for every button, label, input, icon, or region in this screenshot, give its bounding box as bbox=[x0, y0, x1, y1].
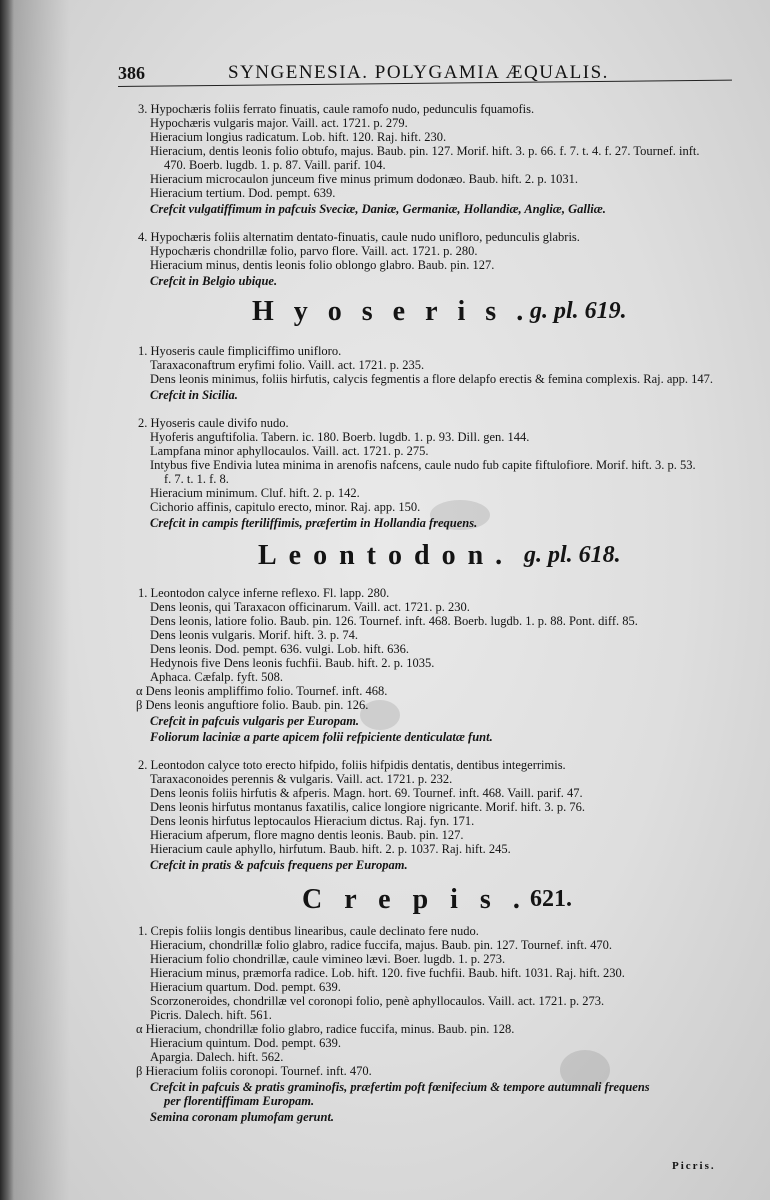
text-line: 4. Hypochæris foliis alternatim dentato-finuatis, caule nudo unifloro, pedunculis glabris. bbox=[138, 230, 580, 244]
text-line: Dens leonis vulgaris. Morif. hift. 3. p. 74. bbox=[150, 628, 358, 642]
text-line: 1. Leontodon calyce inferne reflexo. Fl. lapp. 280. bbox=[138, 586, 390, 600]
text-line: Crefcit in pafcuis & pratis graminofis, præfertim poft fœnifecium & tempore autumnali frequens bbox=[150, 1080, 650, 1094]
text-line: Crefcit in pratis & pafcuis frequens per Europam. bbox=[150, 858, 408, 872]
text-line: Apargia. Dalech. hift. 562. bbox=[150, 1050, 284, 1064]
text-line: β Dens leonis anguftiore folio. Baub. pin. 126. bbox=[136, 698, 369, 712]
text-line: Dens leonis minimus, foliis hirfutis, calycis fegmentis a flore delapfo erectis & femina complexis. Raj. app. 147. bbox=[150, 372, 714, 386]
text-line: Taraxaconoides perennis & vulgaris. Vaill. act. 1721. p. 232. bbox=[150, 772, 453, 786]
text-line: 1. Hyoseris caule fimpliciffimo unifloro. bbox=[138, 344, 342, 358]
text-line: 470. Boerb. lugdb. 1. p. 87. Vaill. parif. 104. bbox=[164, 158, 386, 172]
text-line: Scorzoneroides, chondrillæ vel coronopi folio, penè aphyllocaulos. Vaill. act. 1721. p. 273. bbox=[150, 994, 605, 1008]
text-line: Hieracium caule aphyllo, hirfutum. Baub. hift. 2. p. 1037. Raj. hift. 245. bbox=[150, 842, 511, 856]
text-line: Hieracium longius radicatum. Lob. hift. 120. Raj. hift. 230. bbox=[150, 130, 447, 144]
text-line: Hieracium, chondrillæ folio glabro, radice fuccifa, majus. Baub. pin. 127. Tournef. inft. 470. bbox=[150, 938, 612, 952]
text-line: Crefcit in Sicilia. bbox=[150, 388, 238, 402]
text-line: f. 7. t. 1. f. 8. bbox=[164, 472, 229, 486]
text-line: Hieracium, dentis leonis folio obtufo, majus. Baub. pin. 127. Morif. hift. 3. p. 66. f. 7. t. 4. f. 27. Tournef. inft. bbox=[150, 144, 700, 158]
text-line: Hieracium afperum, flore magno dentis leonis. Baub. pin. 127. bbox=[150, 828, 464, 842]
text-line: Aphaca. Cæfalp. fyft. 508. bbox=[150, 670, 283, 684]
text-line: Crefcit in pafcuis vulgaris per Europam. bbox=[150, 714, 360, 728]
text-line: Taraxaconaftrum eryfimi folio. Vaill. act. 1721. p. 235. bbox=[150, 358, 425, 372]
text-line: Dens leonis, latiore folio. Baub. pin. 126. Tournef. inft. 468. Boerb. lugdb. 1. p. 88. Pont. diff. 85. bbox=[150, 614, 638, 628]
catchword: Picris. bbox=[672, 1160, 716, 1172]
text-line: Crefcit in Belgio ubique. bbox=[150, 274, 278, 288]
text-line: 2. Leontodon calyce toto erecto hifpido, foliis hifpidis dentatis, dentibus integerrimis. bbox=[138, 758, 566, 772]
text-line: 2. Hyoseris caule divifo nudo. bbox=[138, 416, 289, 430]
text-line: 3. Hypochæris foliis ferrato finuatis, caule ramofo nudo, pedunculis fquamofis. bbox=[138, 102, 535, 116]
text-line: Crefcit in campis fteriliffimis, præfertim in Hollandia frequens. bbox=[150, 516, 478, 530]
text-line: Picris. Dalech. hift. 561. bbox=[150, 1008, 272, 1022]
text-line: Hieracium minus, dentis leonis folio oblongo glabro. Baub. pin. 127. bbox=[150, 258, 495, 272]
running-head: SYNGENESIA. POLYGAMIA ÆQUALIS. bbox=[228, 62, 609, 83]
text-line: Hieracium tertium. Dod. pempt. 639. bbox=[150, 186, 336, 200]
text-line: α Hieracium, chondrillæ folio glabro, radice fuccifa, minus. Baub. pin. 128. bbox=[136, 1022, 515, 1036]
text-line: Dens leonis hirfutus leptocaulos Hieracium dictus. Raj. fyn. 171. bbox=[150, 814, 475, 828]
text-line: Hieracium microcaulon junceum five minus primum dodonæo. Baub. hift. 2. p. 1031. bbox=[150, 172, 579, 186]
page-number: 386 bbox=[118, 63, 145, 83]
text-line: Dens leonis hirfutus montanus faxatilis, calice longiore nigricante. Morif. hift. 3. p. 76. bbox=[150, 800, 585, 814]
text-line: Dens leonis, qui Taraxacon officinarum. Vaill. act. 1721. p. 230. bbox=[150, 600, 470, 614]
genus-reference-hyoseris: g. pl. 619. bbox=[530, 298, 627, 324]
genus-heading-hyoseris: Hyoseris. bbox=[252, 296, 544, 327]
text-line: Semina coronam plumofam gerunt. bbox=[150, 1110, 335, 1124]
genus-reference-crepis: 621. bbox=[530, 886, 572, 912]
text-line: Hypochæris chondrillæ folio, parvo flore. Vaill. act. 1721. p. 280. bbox=[150, 244, 478, 258]
genus-heading-leontodon: Leontodon. bbox=[258, 540, 515, 571]
text-line: β Hieracium foliis coronopi. Tournef. inft. 470. bbox=[136, 1064, 372, 1078]
text-line: Lampfana minor aphyllocaulos. Vaill. act. 1721. p. 275. bbox=[150, 444, 429, 458]
genus-reference-leontodon: g. pl. 618. bbox=[524, 542, 621, 568]
text-line: Hypochæris vulgaris major. Vaill. act. 1721. p. 279. bbox=[150, 116, 408, 130]
text-line: Hedynois five Dens leonis fuchfii. Baub. hift. 2. p. 1035. bbox=[150, 656, 435, 670]
genus-heading-crepis: Crepis. bbox=[302, 884, 542, 915]
text-line: Hieracium quintum. Dod. pempt. 639. bbox=[150, 1036, 341, 1050]
text-line: α Dens leonis ampliffimo folio. Tournef. inft. 468. bbox=[136, 684, 388, 698]
text-line: Crefcit vulgatiffimum in pafcuis Sveciæ, Daniæ, Germaniæ, Hollandiæ, Angliæ, Galliæ. bbox=[150, 202, 606, 216]
text-line: Cichorio affinis, capitulo erecto, minor. Raj. app. 150. bbox=[150, 500, 421, 514]
gutter-shadow bbox=[0, 0, 70, 1200]
text-line: Hieracium folio chondrillæ, caule vimineo lævi. Boer. lugdb. 1. p. 273. bbox=[150, 952, 506, 966]
text-line: Hyoferis anguftifolia. Tabern. ic. 180. Boerb. lugdb. 1. p. 93. Dill. gen. 144. bbox=[150, 430, 530, 444]
text-line: 1. Crepis foliis longis dentibus linearibus, caule declinato fere nudo. bbox=[138, 924, 479, 938]
text-line: per florentiffimam Europam. bbox=[164, 1094, 315, 1108]
text-line: Hieracium minimum. Cluf. hift. 2. p. 142. bbox=[150, 486, 360, 500]
text-line: Foliorum laciniæ a parte apicem folii refpiciente denticulatæ funt. bbox=[150, 730, 493, 744]
text-line: Intybus five Endivia lutea minima in arenofis nafcens, caule nudo fub capite fiftulofiore. Morif. hift. 3. p. 53. bbox=[150, 458, 696, 472]
text-line: Dens leonis foliis hirfutis & afperis. Magn. hort. 69. Tournef. inft. 468. Vaill. parif. 47. bbox=[150, 786, 583, 800]
text-line: Hieracium quartum. Dod. pempt. 639. bbox=[150, 980, 341, 994]
text-line: Dens leonis. Dod. pempt. 636. vulgi. Lob. hift. 636. bbox=[150, 642, 410, 656]
text-line: Hieracium minus, præmorfa radice. Lob. hift. 120. five fuchfii. Baub. hift. 1031. Raj. hift. 230. bbox=[150, 966, 625, 980]
